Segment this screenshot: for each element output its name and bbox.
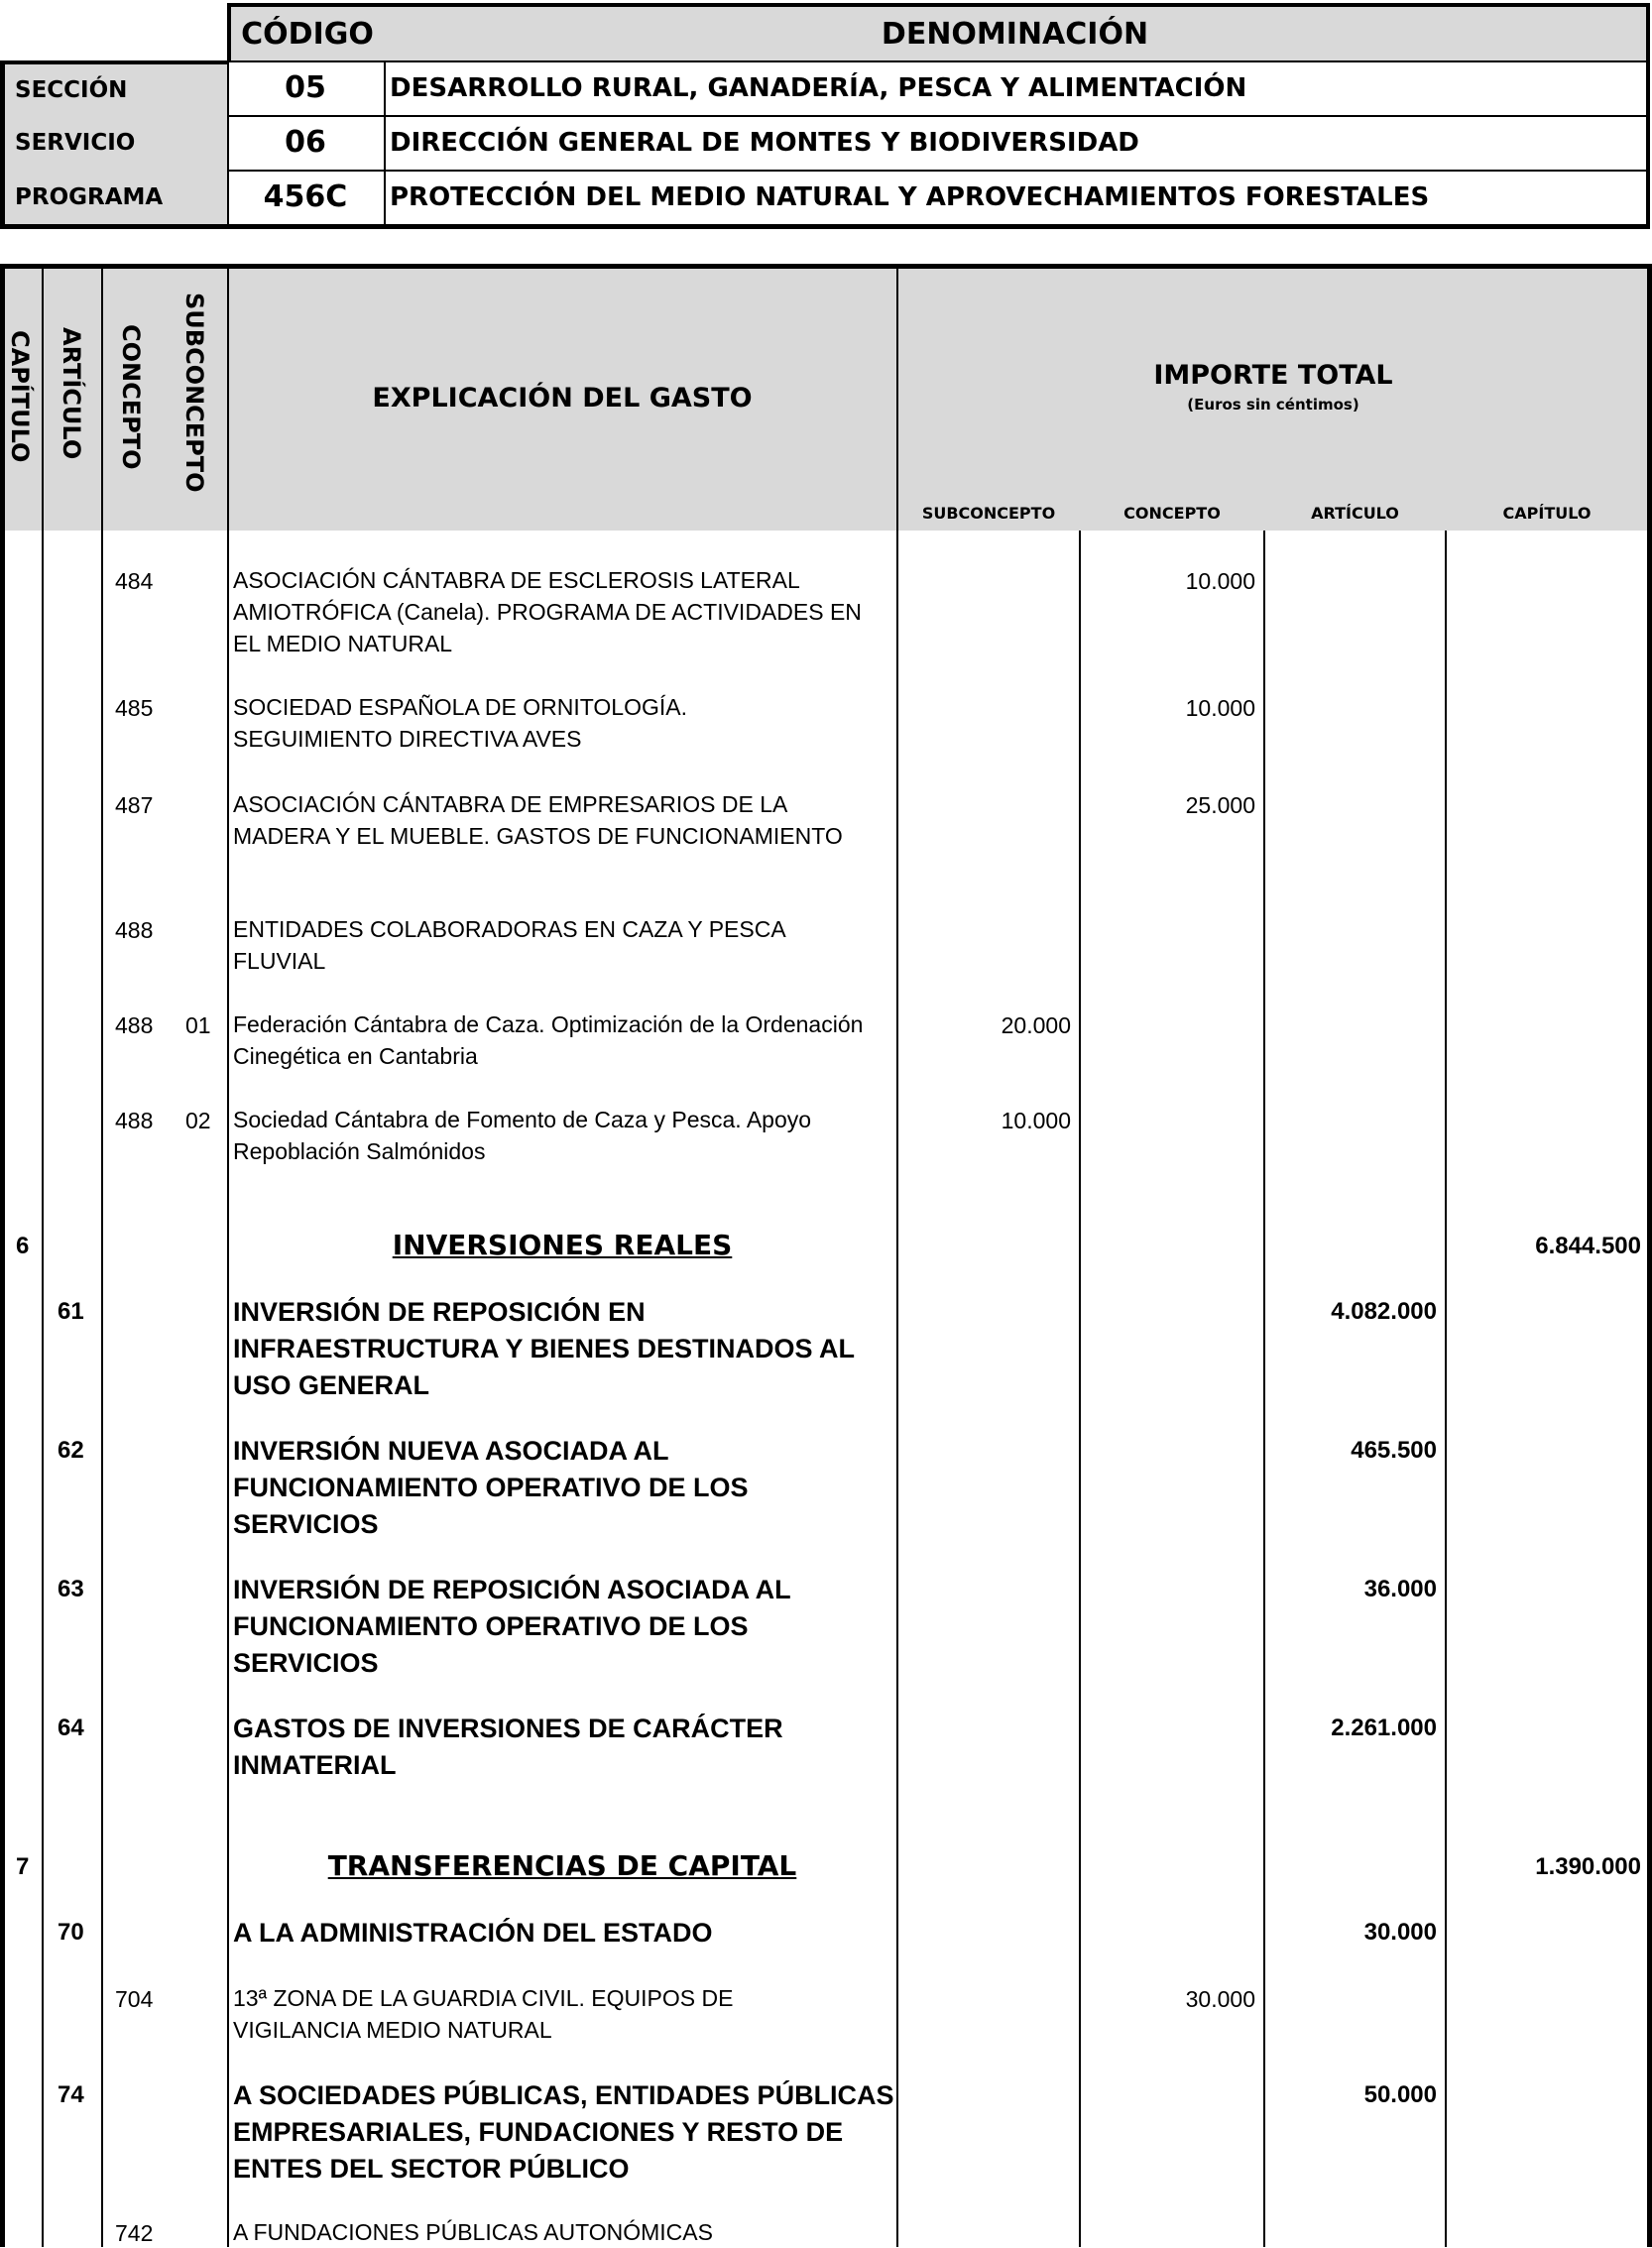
identification-table (0, 0, 1652, 230)
header-capitulo: CAPÍTULO (6, 330, 34, 463)
right-border (1647, 269, 1652, 2247)
importe-concepto: 10.000 (1185, 568, 1255, 594)
articulo-code: 62 (58, 1437, 84, 1464)
importe-concepto: 25.000 (1185, 792, 1255, 818)
articulo-code: 70 (58, 1919, 84, 1946)
articulo-code: 63 (58, 1576, 84, 1602)
servicio-label: SERVICIO (15, 129, 136, 156)
row-description: ENTIDADES COLABORADORAS EN CAZA Y PESCA FLUVIAL (233, 916, 785, 974)
capitulo-code: 6 (16, 1233, 30, 1259)
servicio-name-cell (384, 115, 1650, 172)
divider-con-sub-header (169, 269, 171, 531)
chapter-title: TRANSFERENCIAS DE CAPITAL (327, 1849, 797, 1882)
row-description: INVERSIÓN DE REPOSICIÓN EN INFRAESTRUCTURA Y BIENES DESTINADOS AL USO GENERAL (233, 1297, 855, 1400)
seccion-label-cell (0, 60, 229, 117)
concepto-code: 487 (115, 792, 154, 818)
concepto-code: 488 (115, 1108, 154, 1133)
importe-subconcepto: 10.000 (1001, 1108, 1071, 1133)
header-concepto: CONCEPTO (117, 324, 145, 470)
row-description: INVERSIÓN NUEVA ASOCIADA AL FUNCIONAMIENTO OPERATIVO DE LOS SERVICIOS (233, 1436, 749, 1539)
row-description: GASTOS DE INVERSIONES DE CARÁCTER INMATERIAL (233, 1714, 783, 1780)
importe-capitulo: 6.844.500 (1535, 1233, 1641, 1259)
row-description: SOCIEDAD ESPAÑOLA DE ORNITOLOGÍA. SEGUIMIENTO DIRECTIVA AVES (233, 694, 687, 752)
header-importe-capitulo: CAPÍTULO (1502, 504, 1592, 523)
row-description: 13ª ZONA DE LA GUARDIA CIVIL. EQUIPOS DE VIGILANCIA MEDIO NATURAL (233, 1985, 734, 2043)
importe-concepto: 10.000 (1185, 695, 1255, 721)
name-header-label: DENOMINACIÓN (881, 16, 1149, 52)
divider-cap-art (42, 269, 44, 2247)
row-description: A FUNDACIONES PÚBLICAS AUTONÓMICAS (233, 2219, 713, 2245)
importe-articulo: 2.261.000 (1331, 1715, 1437, 1741)
concepto-code: 488 (115, 1012, 154, 1038)
importe-articulo: 4.082.000 (1331, 1298, 1437, 1325)
left-border (0, 269, 5, 2247)
servicio-name: DIRECCIÓN GENERAL DE MONTES Y BIODIVERSIDAD (390, 127, 1139, 158)
name-header (384, 3, 1650, 62)
header-importe-subtitle: (Euros sin céntimos) (1187, 396, 1359, 414)
row-description: A LA ADMINISTRACIÓN DEL ESTADO (233, 1918, 713, 1948)
row-description: ASOCIACIÓN CÁNTABRA DE ESCLEROSIS LATERAL AMIOTRÓFICA (Canela). PROGRAMA DE ACTIVIDADES EN EL MEDIO NATURAL (233, 567, 862, 656)
divider-expl-importe (896, 269, 898, 2247)
header-importe-articulo: ARTÍCULO (1311, 504, 1399, 523)
servicio-label-cell (0, 115, 229, 172)
seccion-code-cell (227, 60, 386, 117)
programa-name-cell (384, 170, 1650, 229)
row-description: ASOCIACIÓN CÁNTABRA DE EMPRESARIOS DE LA MADERA Y EL MUEBLE. GASTOS DE FUNCIONAMIENTO (233, 791, 843, 849)
chapter-title: INVERSIONES REALES (392, 1229, 733, 1261)
programa-code: 456C (263, 179, 348, 214)
header-explicacion: EXPLICACIÓN DEL GASTO (372, 383, 753, 414)
concepto-code: 485 (115, 695, 154, 721)
divider-imp-art-cap (1445, 531, 1447, 2247)
importe-subconcepto: 20.000 (1001, 1012, 1071, 1038)
articulo-code: 74 (58, 2081, 84, 2108)
code-header (227, 3, 386, 62)
header-articulo: ARTÍCULO (58, 327, 85, 460)
importe-articulo: 36.000 (1363, 1576, 1437, 1602)
programa-label: PROGRAMA (15, 183, 164, 210)
articulo-code: 61 (58, 1298, 84, 1325)
importe-articulo: 50.000 (1363, 2081, 1437, 2108)
programa-code-cell (227, 170, 386, 229)
concepto-code: 704 (115, 1986, 154, 2012)
seccion-label: SECCIÓN (15, 76, 128, 103)
capitulo-code: 7 (16, 1853, 30, 1880)
divider-imp-con-art (1263, 531, 1265, 2247)
importe-articulo: 30.000 (1363, 1919, 1437, 1946)
importe-capitulo: 1.390.000 (1535, 1853, 1641, 1880)
divider-art-con (101, 269, 103, 2247)
importe-articulo: 465.500 (1351, 1437, 1437, 1464)
seccion-name: DESARROLLO RURAL, GANADERÍA, PESCA Y ALIMENTACIÓN (390, 72, 1247, 103)
programa-label-cell (0, 170, 229, 229)
row-description: A SOCIEDADES PÚBLICAS, ENTIDADES PÚBLICAS EMPRESARIALES, FUNDACIONES Y RESTO DE ENTES DEL SECTOR PÚBLICO (233, 2080, 894, 2184)
seccion-code: 05 (285, 70, 326, 105)
header-subconcepto: SUBCONCEPTO (180, 293, 208, 493)
seccion-name-cell (384, 60, 1650, 117)
articulo-code: 64 (58, 1715, 84, 1741)
code-header-label: CÓDIGO (241, 16, 374, 52)
subconcepto-code: 02 (185, 1108, 211, 1133)
budget-table (0, 264, 1652, 2247)
programa-name: PROTECCIÓN DEL MEDIO NATURAL Y APROVECHAMIENTOS FORESTALES (390, 181, 1430, 212)
concepto-code: 742 (115, 2220, 154, 2246)
concepto-code: 484 (115, 568, 154, 594)
row-description: Federación Cántabra de Caza. Optimización de la Ordenación Cinegética en Cantabria (233, 1011, 864, 1069)
header-importe-concepto: CONCEPTO (1123, 504, 1221, 523)
importe-concepto: 30.000 (1185, 1986, 1255, 2012)
header-importe-title: IMPORTE TOTAL (1153, 360, 1393, 391)
concepto-code: 488 (115, 917, 154, 943)
servicio-code-cell (227, 115, 386, 172)
row-description: Sociedad Cántabra de Fomento de Caza y Pesca. Apoyo Repoblación Salmónidos (233, 1107, 812, 1164)
servicio-code: 06 (285, 125, 326, 160)
row-description: INVERSIÓN DE REPOSICIÓN ASOCIADA AL FUNCIONAMIENTO OPERATIVO DE LOS SERVICIOS (233, 1575, 791, 1678)
subconcepto-code: 01 (185, 1012, 211, 1038)
header-importe-subconcepto: SUBCONCEPTO (921, 504, 1056, 523)
